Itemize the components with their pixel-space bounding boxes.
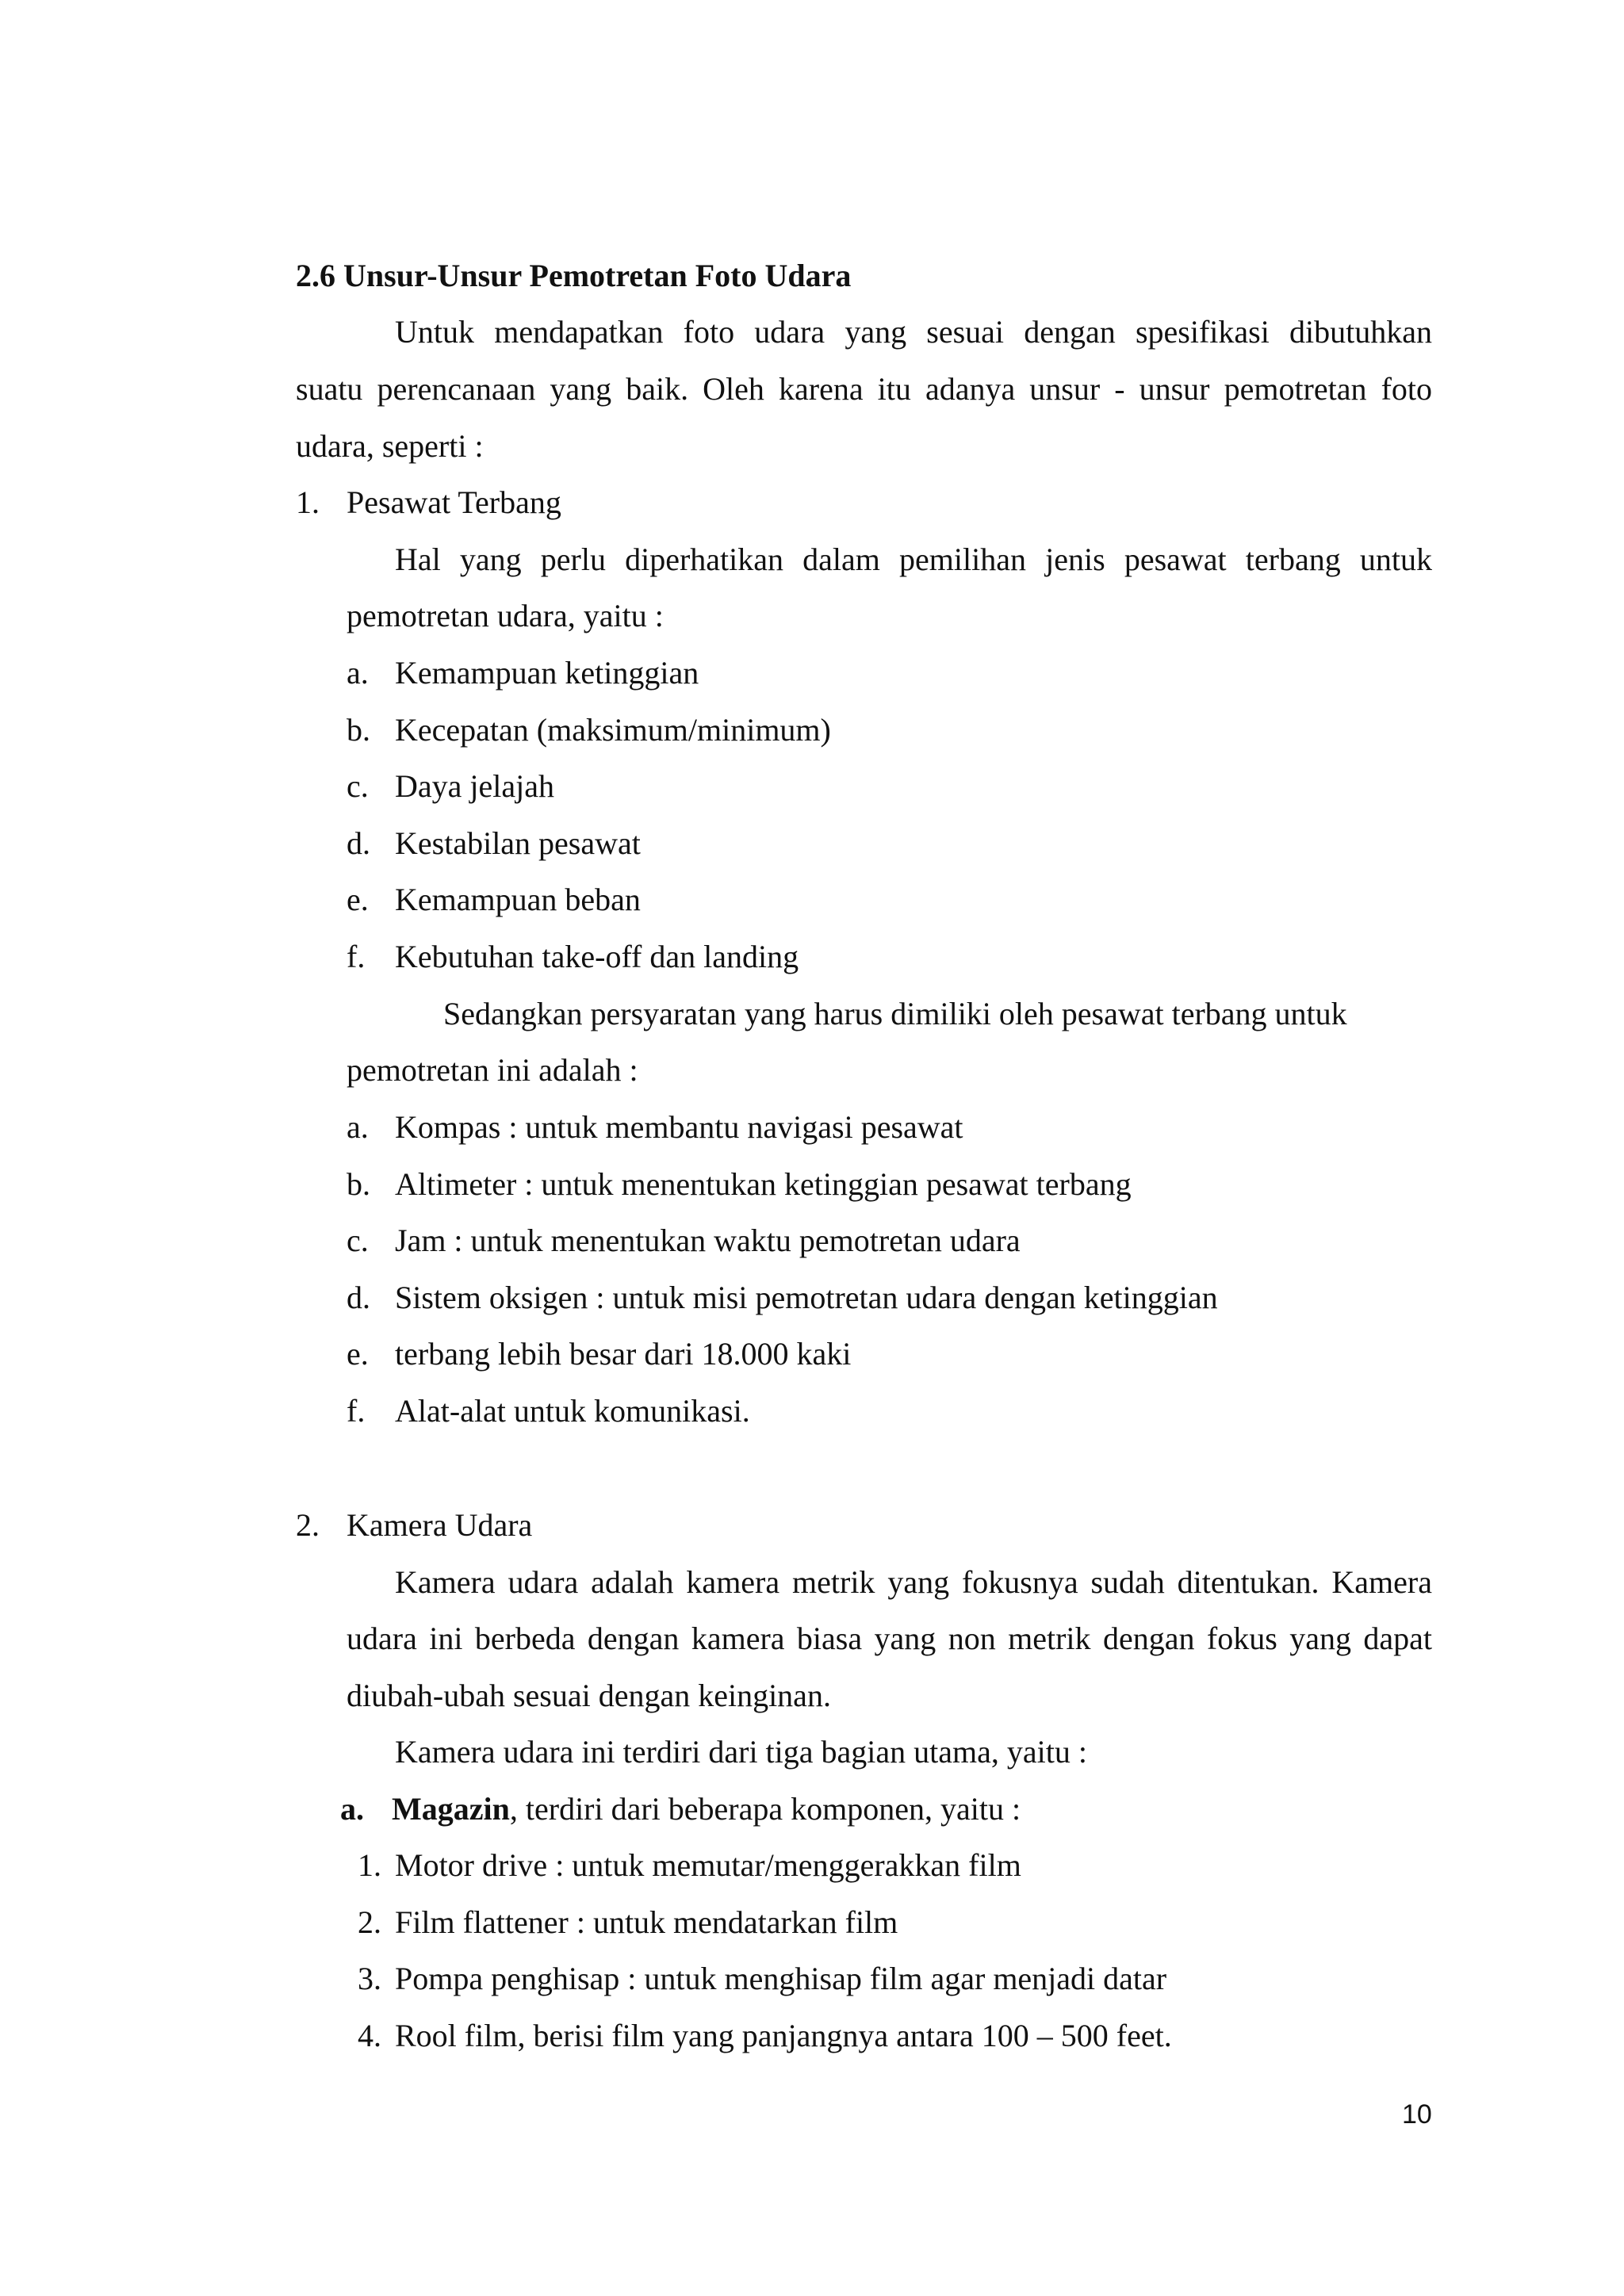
list-item-marker: a. bbox=[347, 1109, 369, 1145]
list-item-text: Pompa penghisap : untuk menghisap film agar menjadi datar bbox=[395, 1961, 1167, 1997]
section-1-para-2-line-1: Sedangkan persyaratan yang harus dimiliki oleh pesawat terbang untuk bbox=[443, 996, 1347, 1031]
list-item-marker: b. bbox=[347, 1165, 370, 1202]
list-item-marker: f. bbox=[347, 1393, 366, 1429]
list-item-text: Kemampuan ketinggian bbox=[395, 655, 699, 691]
list-item-marker: 2. bbox=[358, 1904, 381, 1940]
section-1-para-2-line-2: pemotretan ini adalah : bbox=[347, 1052, 638, 1088]
list-item-text: Jam : untuk menentukan waktu pemotretan udara bbox=[395, 1223, 1021, 1259]
list-item-marker: d. bbox=[347, 1279, 370, 1315]
list-item-marker: e. bbox=[347, 882, 369, 918]
list-item-text: Rool film, berisi film yang panjangnya antara 100 – 500 feet. bbox=[395, 2017, 1172, 2053]
list-item-text: Film flattener : untuk mendatarkan film bbox=[395, 1904, 898, 1940]
intro-line-2: suatu perencanaan yang baik. Oleh karena itu adanya unsur - unsur pemotretan foto bbox=[296, 371, 1432, 407]
section-2-para-2: Kamera udara ini terdiri dari tiga bagian utama, yaitu : bbox=[395, 1734, 1087, 1770]
list-item-marker: a. bbox=[347, 655, 369, 691]
section-1-number: 1. bbox=[296, 484, 320, 520]
list-item-marker: 3. bbox=[358, 1961, 381, 1997]
list-item-text: Altimeter : untuk menentukan ketinggian pesawat terbang bbox=[395, 1165, 1132, 1202]
list-item-text: Motor drive : untuk memutar/menggerakkan film bbox=[395, 1847, 1021, 1883]
list-item-text: Kompas : untuk membantu navigasi pesawat bbox=[395, 1109, 963, 1145]
list-item-text: Daya jelajah bbox=[395, 768, 554, 805]
list-item-text: Sistem oksigen : untuk misi pemotretan udara dengan ketinggian bbox=[395, 1279, 1218, 1315]
list-item-text: Kebutuhan take-off dan landing bbox=[395, 939, 799, 974]
intro-line-3: udara, seperti : bbox=[296, 428, 484, 464]
section-heading: 2.6 Unsur-Unsur Pemotretan Foto Udara bbox=[296, 258, 852, 293]
section-2-number: 2. bbox=[296, 1507, 320, 1543]
list-item-text: terbang lebih besar dari 18.000 kaki bbox=[395, 1336, 852, 1372]
section-1-para-1-line-1: Hal yang perlu diperhatikan dalam pemilihan jenis pesawat terbang untuk bbox=[395, 541, 1432, 577]
list-item-marker: d. bbox=[347, 825, 370, 861]
sub-item-a-marker: a. bbox=[340, 1791, 364, 1827]
list-item-text: Kestabilan pesawat bbox=[395, 825, 641, 861]
page-number: 10 bbox=[1402, 2099, 1432, 2130]
list-item-marker: f. bbox=[347, 939, 366, 974]
section-2-para-1-line-3: diubah-ubah sesuai dengan keinginan. bbox=[347, 1678, 831, 1713]
list-item-marker: c. bbox=[347, 1223, 369, 1259]
list-item-marker: b. bbox=[347, 711, 370, 748]
section-1-title: Pesawat Terbang bbox=[347, 484, 561, 520]
sub-item-a-bold: Magazin bbox=[392, 1791, 510, 1827]
list-item-marker: 4. bbox=[358, 2017, 381, 2053]
list-item-text: Kemampuan beban bbox=[395, 882, 641, 918]
section-2-para-1-line-2: udara ini berbeda dengan kamera biasa yang non metrik dengan fokus yang dapat bbox=[347, 1621, 1432, 1656]
section-2-title: Kamera Udara bbox=[347, 1507, 533, 1543]
list-item-marker: c. bbox=[347, 768, 369, 805]
sub-item-a bbox=[392, 1793, 1021, 1825]
section-1-para-1-line-2: pemotretan udara, yaitu : bbox=[347, 598, 664, 633]
list-item-text: Alat-alat untuk komunikasi. bbox=[395, 1393, 750, 1429]
list-item-marker: e. bbox=[347, 1336, 369, 1372]
section-2-para-1-line-1: Kamera udara adalah kamera metrik yang fokusnya sudah ditentukan. Kamera bbox=[395, 1564, 1432, 1600]
sub-item-a-rest: , terdiri dari beberapa komponen, yaitu : bbox=[509, 1791, 1021, 1827]
list-item-text: Kecepatan (maksimum/minimum) bbox=[395, 711, 831, 748]
list-item-marker: 1. bbox=[358, 1847, 381, 1883]
intro-line-1: Untuk mendapatkan foto udara yang sesuai dengan spesifikasi dibutuhkan bbox=[395, 314, 1432, 350]
